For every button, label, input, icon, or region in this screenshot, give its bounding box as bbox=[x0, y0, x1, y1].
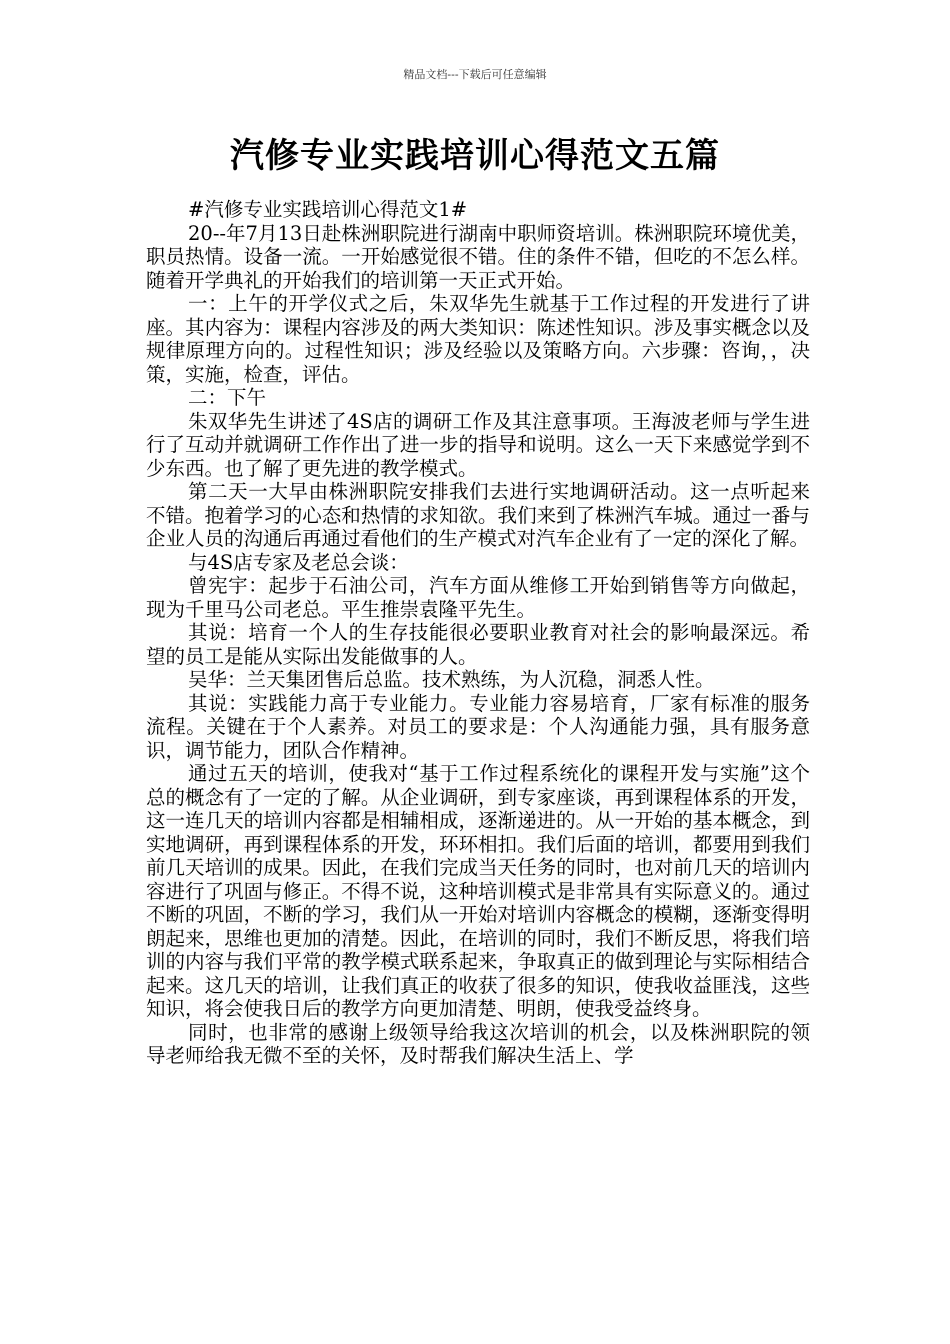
paragraph: 一：上午的开学仪式之后，朱双华先生就基于工作过程的开发进行了讲座。其内容为：课程内容涉及的两大类知识：陈述性知识。涉及事实概念以及规律原理方向的。过程性知识；涉及经验以及策略方向。六步骤：咨询，，决策，实施，检查，评估。 bbox=[146, 292, 810, 386]
paragraph: 通过五天的培训，使我对“基于工作过程系统化的课程开发与实施”这个总的概念有了一定的了解。从企业调研，到专家座谈，再到课程体系的开发，这一连几天的培训内容都是相辅相成，逐渐递进的。从一开始的基本概念，到实地调研，再到课程体系的开发，环环相扣。我们后面的培训，都要用到我们前几天培训的成果。因此，在我们完成当天任务的同时，也对前几天的培训内容进行了巩固与修正。不得不说，这种培训模式是非常具有实际意义的。通过不断的巩固，不断的学习，我们从一开始对培训内容概念的模糊，逐渐变得明朗起来，思维也更加的清楚。因此，在培训的同时，我们不断反思，将我们培训的内容与我们平常的教学模式联系起来，争取真正的做到理论与实际相结合起来。这几天的培训，让我们真正的收获了很多的知识，使我收益匪浅，这些知识，将会使我日后的教学方向更加清楚、明朗，使我受益终身。 bbox=[146, 762, 810, 1020]
paragraph: 朱双华先生讲述了4S店的调研工作及其注意事项。王海波老师与学生进行了互动并就调研工作作出了进一步的指导和说明。这么一天下来感觉学到不少东西。也了解了更先进的教学模式。 bbox=[146, 409, 810, 480]
paragraph: 同时，也非常的感谢上级领导给我这次培训的机会，以及株洲职院的领导老师给我无微不至的关怀，及时帮我们解决生活上、学 bbox=[146, 1020, 810, 1067]
paragraph: 与4S店专家及老总会谈： bbox=[188, 550, 409, 574]
paragraph: 吴华：兰天集团售后总监。技术熟练，为人沉稳，洞悉人性。 bbox=[188, 668, 715, 691]
paragraph: #汽修专业实践培训心得范文1# bbox=[188, 198, 468, 221]
paragraph: 其说：实践能力高于专业能力。专业能力容易培育，厂家有标准的服务流程。关键在于个人素养。对员工的要求是：个人沟通能力强，具有服务意识，调节能力，团队合作精神。 bbox=[146, 691, 810, 762]
paragraph: 20--年7月13日赴株洲职院进行湖南中职师资培训。株洲职院环境优美，职员热情。设备一流。一开始感觉很不错。住的条件不错，但吃的不怎么样。随着开学典礼的开始我们的培训第一天正式开始。 bbox=[146, 221, 810, 292]
header-note: 精品文档---下载后可任意编辑 bbox=[403, 68, 547, 81]
document-body bbox=[146, 198, 810, 1068]
paragraph: 曾宪宇：起步于石油公司，汽车方面从维修工开始到销售等方向做起，现为千里马公司老总。平生推崇袁隆平先生。 bbox=[146, 574, 810, 621]
paragraph: 第二天一大早由株洲职院安排我们去进行实地调研活动。这一点听起来不错。抱着学习的心态和热情的求知欲。我们来到了株洲汽车城。通过一番与企业人员的沟通后再通过看他们的生产模式对汽车企业有了一定的深化了解。 bbox=[146, 480, 810, 550]
paragraph: 其说：培育一个人的生存技能很必要职业教育对社会的影响最深远。希望的员工是能从实际出发能做事的人。 bbox=[146, 621, 810, 668]
document-title: 汽修专业实践培训心得范文五篇 bbox=[230, 136, 720, 176]
paragraph: 二：下午 bbox=[188, 386, 267, 409]
